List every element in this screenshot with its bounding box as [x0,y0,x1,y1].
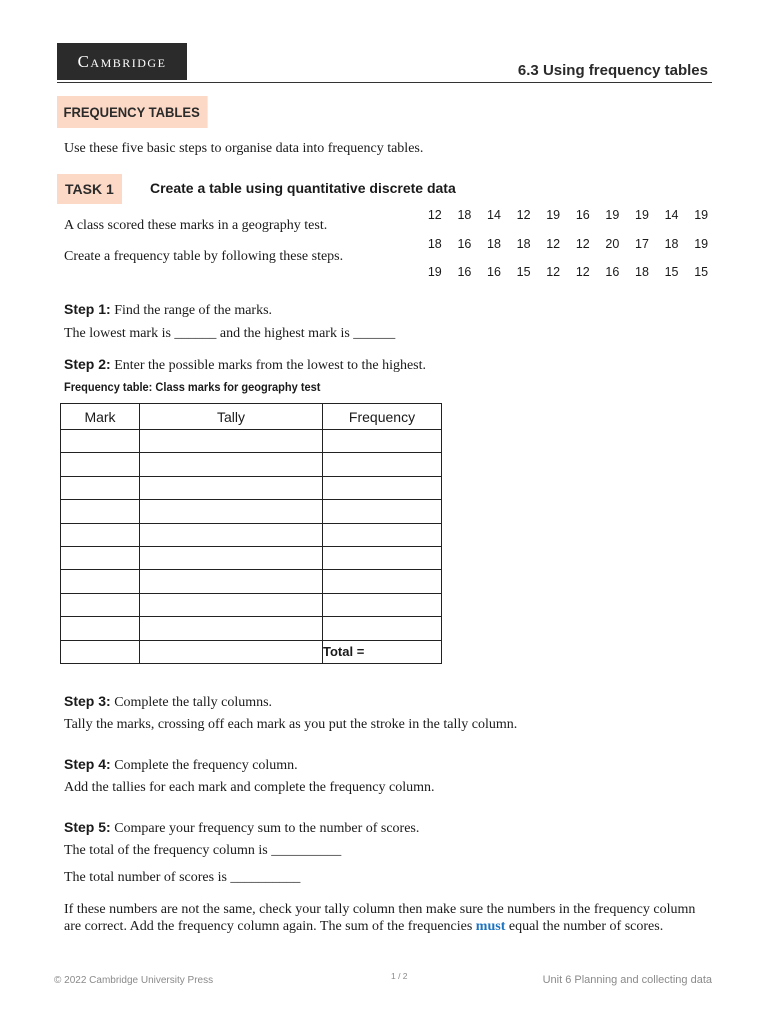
logo-text: Cambridge [77,51,167,71]
table-row [61,617,442,640]
table-row [61,546,442,569]
frequency-cell[interactable] [323,523,442,546]
total-label: Total = [323,640,442,663]
step-1-line: The lowest mark is ______ and the highest mark is ______ [64,326,396,341]
step-3-text: Complete the tally columns. [110,695,273,710]
mark-column-header: Mark [61,404,140,430]
step-1 [64,300,272,320]
frequency-cell[interactable] [323,500,442,523]
closing-emphasis: must [475,919,506,934]
step-3-label: Step 3: [64,693,111,709]
frequency-cell[interactable] [323,570,442,593]
mark-cell[interactable] [61,617,140,640]
step-2 [64,355,426,375]
mark-value: 16 [575,208,590,222]
table-row [61,570,442,593]
section-heading-text: FREQUENCY TABLES [63,104,200,120]
step-5-label: Step 5: [64,819,111,835]
tally-cell[interactable] [140,476,323,499]
mark-value: 16 [605,265,620,279]
step-3-line: Tally the marks, crossing off each mark as you put the stroke in the tally column. [64,717,518,732]
mark-value: 12 [516,208,531,222]
mark-value: 12 [575,265,590,279]
header-divider [57,82,712,83]
tally-column-header: Tally [140,404,323,430]
table-row [61,453,442,476]
mark-cell[interactable] [61,500,140,523]
cambridge-logo [57,43,187,80]
mark-value: 12 [427,208,442,222]
frequency-cell[interactable] [323,593,442,616]
frequency-cell[interactable] [323,453,442,476]
mark-value: 18 [635,265,649,279]
step-1-label: Step 1: [64,301,111,317]
footer-unit: Unit 6 Planning and collecting data [542,974,712,986]
closing-part-2: equal the number of scores. [505,919,664,934]
closing-paragraph [64,901,714,935]
frequency-cell[interactable] [323,546,442,569]
frequency-cell[interactable] [323,476,442,499]
mark-value: 17 [635,236,649,251]
frequency-table [60,403,442,664]
marks-data-grid [420,207,716,293]
table-row [61,430,442,453]
frequency-cell[interactable] [323,430,442,453]
footer-page-number: 1 / 2 [391,971,408,981]
step-4-label: Step 4: [64,756,111,772]
mark-value: 14 [664,208,679,222]
mark-cell[interactable] [61,430,140,453]
tally-cell [140,640,323,663]
frequency-cell[interactable] [323,617,442,640]
step-5-text: Compare your frequency sum to the number of scores. [110,821,420,836]
table-caption: Frequency table: Class marks for geography test [64,380,321,394]
tally-cell[interactable] [140,570,323,593]
task-title: Create a table using quantitative discrete data [150,180,456,196]
task-badge-text: TASK 1 [65,181,114,197]
mark-value: 20 [605,236,620,251]
mark-value: 12 [546,265,561,279]
table-row [61,500,442,523]
closing-part-1: If these numbers are not the same, check your tally column then make sure the numbers in the frequency column are correct. Add the frequency column again. The sum of the frequencies [64,902,696,934]
mark-value: 19 [427,265,442,279]
tally-cell[interactable] [140,617,323,640]
page-section-title: 6.3 Using frequency tables [517,62,708,79]
table-row [61,476,442,499]
mark-value: 18 [457,208,472,222]
tally-cell[interactable] [140,546,323,569]
step-4-line: Add the tallies for each mark and complete the frequency column. [64,780,435,795]
mark-value: 12 [546,236,561,251]
mark-value: 19 [694,236,709,251]
mark-value: 15 [694,265,709,279]
tally-cell[interactable] [140,430,323,453]
table-row [61,593,442,616]
mark-value: 16 [487,265,501,279]
table-header-row [61,404,442,430]
mark-cell[interactable] [61,453,140,476]
step-5 [64,818,419,838]
task-badge [57,174,122,204]
mark-cell [61,640,140,663]
mark-value: 16 [457,265,472,279]
tally-cell[interactable] [140,523,323,546]
intro-text: Use these five basic steps to organise data into frequency tables. [64,141,424,156]
mark-value: 14 [487,208,501,222]
step-1-text: Find the range of the marks. [110,303,273,318]
mark-value: 18 [664,236,679,251]
step-5-line-1: The total of the frequency column is __________ [64,843,342,858]
mark-value: 18 [516,236,531,251]
mark-value: 19 [694,208,709,222]
table-row [61,523,442,546]
mark-value: 19 [605,208,620,222]
frequency-column-header: Frequency [323,404,442,430]
mark-cell[interactable] [61,570,140,593]
section-heading [57,96,208,128]
tally-cell[interactable] [140,453,323,476]
mark-value: 18 [487,236,501,251]
mark-cell[interactable] [61,546,140,569]
step-5-line-2: The total number of scores is __________ [64,870,301,885]
total-row [61,640,442,663]
mark-cell[interactable] [61,523,140,546]
step-4 [64,755,298,775]
step-3 [64,692,272,712]
task-line-1: A class scored these marks in a geography test. [64,218,328,233]
mark-value: 18 [427,236,442,251]
mark-cell[interactable] [61,593,140,616]
mark-cell[interactable] [61,476,140,499]
tally-cell[interactable] [140,593,323,616]
mark-value: 16 [457,236,472,251]
mark-value: 19 [546,208,561,222]
footer-copyright: © 2022 Cambridge University Press [54,975,214,986]
mark-value: 12 [575,236,590,251]
mark-value: 19 [635,208,649,222]
step-4-text: Complete the frequency column. [110,758,298,773]
step-2-text: Enter the possible marks from the lowest to the highest. [110,358,427,373]
mark-value: 15 [664,265,679,279]
tally-cell[interactable] [140,500,323,523]
step-2-label: Step 2: [64,356,111,372]
task-line-2: Create a frequency table by following these steps. [64,249,344,264]
mark-value: 15 [516,265,531,279]
